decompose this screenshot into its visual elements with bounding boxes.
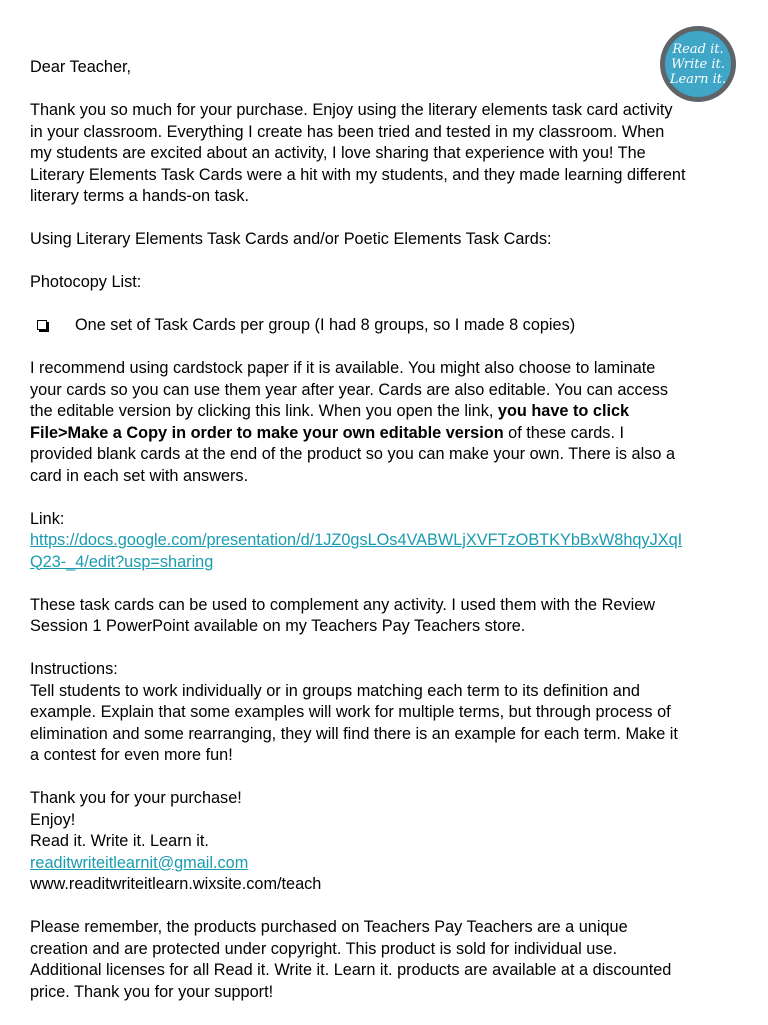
recommend-line: your cards so you can use them year after year. Cards are also editable. You can access: [30, 380, 669, 399]
recommend-line: [30, 401, 742, 423]
presentation-link[interactable]: [30, 530, 742, 552]
copyright-line: price. Thank you for your support!: [30, 982, 274, 1001]
link-section: [30, 509, 742, 574]
email-link[interactable]: readitwriteitlearnit@gmail.com: [30, 853, 249, 872]
using-heading: [30, 229, 742, 251]
closing-enjoy: Enjoy!: [30, 810, 76, 829]
photocopy-heading: [30, 272, 742, 294]
logo-line-1: Read it.: [672, 41, 724, 57]
using-heading-text: Using Literary Elements Task Cards and/or Poetic Elements Task Cards:: [30, 230, 552, 248]
intro-line: Thank you so much for your purchase. Enjoy using the literary elements task card activity: [30, 101, 673, 119]
photocopy-heading-text: Photocopy List:: [30, 273, 142, 291]
intro-paragraph: [30, 100, 742, 208]
instructions-line: elimination and some rearranging, they will find there is an example for each term. Make it: [30, 724, 678, 743]
logo-line-3: Learn it.: [669, 71, 727, 87]
copyright-paragraph: [30, 917, 742, 1003]
intro-line: literary terms a hands-on task.: [30, 187, 249, 205]
complement-line: These task cards can be used to complement any activity. I used them with the Review: [30, 595, 656, 614]
instructions-heading: Instructions:: [30, 660, 118, 678]
recommend-bold-text: you have to click: [497, 402, 630, 420]
instructions-section: [30, 659, 742, 767]
recommend-bold-text: File>Make a Copy in order to make your own editable version: [30, 423, 504, 442]
greeting: [30, 57, 742, 79]
complement-line: Session 1 PowerPoint available on my Teachers Pay Teachers store.: [30, 617, 526, 635]
recommend-text: the editable version by clicking this link. When you open the link,: [30, 402, 498, 420]
photocopy-item-text: One set of Task Cards per group (I had 8 groups, so I made 8 copies): [75, 316, 576, 334]
recommend-text: of these cards. I: [503, 423, 625, 442]
photocopy-list-item: [30, 315, 742, 337]
link-label: Link:: [30, 509, 65, 528]
recommend-paragraph: [30, 358, 742, 487]
greeting-text: Dear Teacher,: [30, 58, 132, 76]
recommend-line: I recommend using cardstock paper if it is available. You might also choose to laminate: [30, 359, 656, 377]
recommend-line: provided blank cards at the end of the product so you can make your own. There is also a: [30, 445, 675, 463]
checkbox-bullet-icon: [37, 320, 47, 330]
instructions-line: example. Explain that some examples will work for multiple terms, but through process of: [30, 703, 671, 721]
closing-section: [30, 788, 742, 896]
logo-line-2: Write it.: [671, 56, 725, 72]
instructions-line: a contest for even more fun!: [30, 746, 233, 764]
complement-paragraph: [30, 595, 742, 638]
closing-thanks: Thank you for your purchase!: [30, 789, 242, 807]
website-text: www.readitwriteitlearn.wixsite.com/teach: [30, 875, 322, 893]
copyright-line: Please remember, the products purchased on Teachers Pay Teachers are a unique: [30, 918, 628, 936]
recommend-line: card in each set with answers.: [30, 466, 249, 485]
intro-line: in your classroom. Everything I create has been tried and tested in my classroom. When: [30, 122, 665, 141]
instructions-line: Tell students to work individually or in groups matching each term to its definition and: [30, 681, 640, 700]
presentation-link-line-2[interactable]: Q23-_4/edit?usp=sharing: [30, 552, 214, 571]
copyright-line: Additional licenses for all Read it. Write it. Learn it. products are available at a discounted: [30, 961, 672, 979]
intro-line: my students are excited about an activity, I love sharing that experience with you! The: [30, 144, 646, 162]
recommend-line: [30, 423, 742, 445]
closing-signature: Read it. Write it. Learn it.: [30, 832, 209, 850]
letter-body: [30, 57, 742, 1025]
presentation-link-line-1[interactable]: https://docs.google.com/presentation/d/1JZ0gsLOs4VABWLjXVFTzOBTKYbBxW8hqyJXqI: [30, 531, 683, 549]
intro-line: Literary Elements Task Cards were a hit with my students, and they made learning different: [30, 165, 686, 184]
copyright-line: creation and are protected under copyright. This product is sold for individual use.: [30, 939, 618, 958]
presentation-link-continued[interactable]: [30, 552, 742, 574]
